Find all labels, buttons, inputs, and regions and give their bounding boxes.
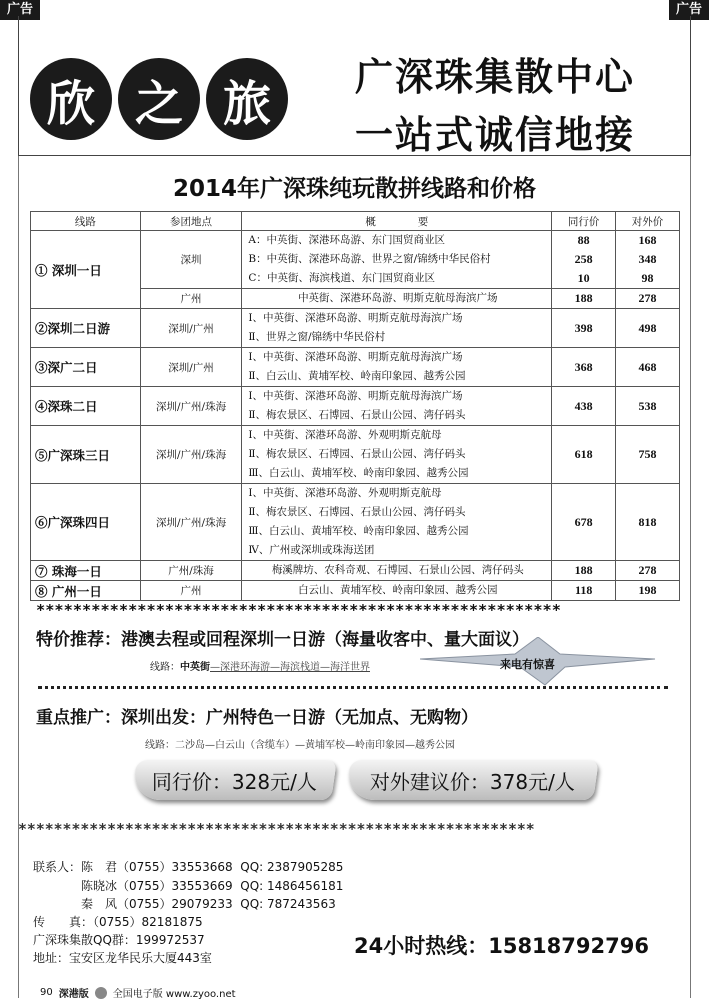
summary-line: 白云山、黄埔军校、岭南印象园、越秀公园: [298, 584, 498, 596]
departure-place: 广州/珠海: [140, 561, 242, 581]
departure-place: 广州: [140, 581, 242, 601]
table-row: [31, 561, 680, 581]
departure-place: 深圳/广州/珠海: [140, 387, 242, 426]
star-divider: *********************************************************: [36, 601, 561, 619]
route-summary: [242, 348, 552, 387]
price-value: 258: [574, 252, 593, 266]
route-name: ① 深圳一日: [31, 231, 141, 309]
peer-price: 398: [552, 309, 616, 348]
peer-price: [552, 231, 616, 289]
summary-line: Ⅱ、白云山、黄埔军校、岭南印象园、越秀公园: [248, 370, 466, 382]
summary-line: Ⅰ、中英街、深港环岛游、外观明斯克航母: [248, 429, 442, 441]
summary-line: B：中英街、深港环岛游、世界之窗/锦绣中华民俗村: [248, 253, 491, 265]
peer-price-banner: [131, 760, 337, 800]
departure-place: 广州: [140, 289, 242, 309]
table-row: [31, 309, 680, 348]
departure-place: 深圳/广州/珠海: [140, 426, 242, 484]
peer-price: 368: [552, 348, 616, 387]
promo-featured-route: 线路：二沙岛—白云山（含缆车）—黄埔军校—岭南印象园—越秀公园: [145, 740, 455, 751]
header-peer-price: 同行价: [552, 212, 616, 231]
departure-place: 深圳/广州: [140, 309, 242, 348]
peer-price: 188: [552, 289, 616, 309]
contact-line: 联系人：陈 君（0755）33553668 QQ: 2387905285: [33, 860, 344, 874]
header-retail-price: 对外价: [616, 212, 680, 231]
peer-price: 678: [552, 484, 616, 561]
table-row: [31, 231, 680, 289]
route-summary: [242, 426, 552, 484]
table-row: [31, 581, 680, 601]
slogan-1: 广深珠集散中心: [355, 55, 636, 99]
route-name: ⑧ 广州一日: [31, 581, 141, 601]
contact-line: 陈晓冰（0755）33553669 QQ: 1486456181: [33, 879, 344, 893]
summary-line: Ⅱ、梅农景区、石博园、石景山公园、湾仔码头: [248, 409, 466, 421]
summary-line: Ⅱ、梅农景区、石博园、石景山公园、湾仔码头: [248, 448, 466, 460]
summary-line: Ⅲ、白云山、黄埔军校、岭南印象园、越秀公园: [248, 525, 469, 537]
retail-price: 198: [616, 581, 680, 601]
route-name: ⑤广深珠三日: [31, 426, 141, 484]
retail-price: 498: [616, 309, 680, 348]
route-name: ⑥广深珠四日: [31, 484, 141, 561]
route-summary: [242, 484, 552, 561]
retail-price: [616, 231, 680, 289]
header-route: 线路: [31, 212, 141, 231]
summary-line: A：中英街、深港环岛游、东门国贸商业区: [248, 234, 445, 246]
retail-price-banner: [345, 760, 599, 800]
summary-line: Ⅲ、白云山、黄埔军校、岭南印象园、越秀公园: [248, 467, 469, 479]
route-prefix: 线路：: [150, 662, 180, 673]
edition-name: 深港版: [58, 989, 89, 1000]
route-name: ④深珠二日: [31, 387, 141, 426]
price-table: [30, 211, 680, 601]
brand-logo: [30, 58, 288, 140]
retail-price: 538: [616, 387, 680, 426]
header-place: 参团地点: [140, 212, 242, 231]
retail-price: 468: [616, 348, 680, 387]
route-summary: [242, 561, 552, 581]
surprise-text: 来电有惊喜: [500, 658, 555, 671]
site-link[interactable]: 全国电子版 www.zyoo.net: [112, 989, 236, 1000]
promo-featured: 重点推广：深圳出发：广州特色一日游（无加点、无购物）: [36, 708, 478, 728]
summary-line: Ⅰ、中英街、深港环岛游、明斯克航母海滨广场: [248, 351, 463, 363]
summary-line: C：中英街、海滨栈道、东门国贸商业区: [248, 272, 435, 284]
retail-price: 818: [616, 484, 680, 561]
fax-line: 传 真：（0755）82181875: [33, 915, 203, 929]
route-name: ③深广二日: [31, 348, 141, 387]
summary-line: 梅溪牌坊、农科奇观、石博园、石景山公园、湾仔码头: [271, 564, 524, 576]
price-value: 10: [577, 271, 590, 285]
price-value: 168: [638, 233, 657, 247]
route-summary: [242, 387, 552, 426]
table-row: [31, 348, 680, 387]
peer-price-text: 同行价：328元/人: [151, 769, 317, 794]
promo-special-route: [150, 658, 370, 673]
qq-group-line: 广深珠集散QQ群：199972537: [33, 933, 205, 947]
peer-price: 188: [552, 561, 616, 581]
summary-line: Ⅱ、梅农景区、石博园、石景山公园、湾仔码头: [248, 506, 466, 518]
route-name: ②深圳二日游: [31, 309, 141, 348]
logo-char: 旅: [206, 58, 288, 140]
dotted-divider: [38, 686, 668, 689]
price-value: 348: [638, 252, 657, 266]
peer-price: 118: [552, 581, 616, 601]
summary-line: 中英街、深港环岛游、明斯克航母海滨广场: [298, 292, 498, 304]
peer-price: 438: [552, 387, 616, 426]
summary-line: Ⅳ、广州或深圳或珠海送团: [248, 544, 375, 556]
peer-price: 618: [552, 426, 616, 484]
route-rest: —深港环海游—海滨栈道—海洋世界: [210, 662, 370, 673]
page-title: 2014年广深珠纯玩散拼线路和价格: [172, 176, 536, 202]
star-divider-2: **********************************************************: [18, 821, 535, 838]
route-highlight: 中英街: [180, 662, 210, 673]
page-number: 90: [40, 987, 53, 998]
ad-tag-left: 广告: [0, 0, 40, 20]
slogan-2: 一站式诚信地接: [355, 113, 636, 157]
departure-place: 深圳/广州: [140, 348, 242, 387]
promo-special: 特价推荐：港澳去程或回程深圳一日游（海量收客中、量大面议）: [36, 630, 529, 650]
summary-line: Ⅱ、世界之窗/锦绣中华民俗村: [248, 331, 386, 343]
route-summary: [242, 309, 552, 348]
logo-char: 之: [118, 58, 200, 140]
page-footer: [40, 985, 236, 1000]
retail-price: 278: [616, 561, 680, 581]
summary-line: Ⅰ、中英街、深港环岛游、明斯克航母海滨广场: [248, 312, 463, 324]
retail-price: 278: [616, 289, 680, 309]
brand-mark-icon: [95, 987, 107, 999]
logo-char: 欣: [30, 58, 112, 140]
summary-line: Ⅰ、中英街、深港环岛游、明斯克航母海滨广场: [248, 390, 463, 402]
hotline: 24小时热线：15818792796: [354, 934, 649, 958]
summary-line: Ⅰ、中英街、深港环岛游、外观明斯克航母: [248, 487, 442, 499]
departure-place: 深圳/广州/珠海: [140, 484, 242, 561]
route-summary: [242, 581, 552, 601]
address-line: 地址：宝安区龙华民乐大厦443室: [33, 951, 212, 965]
price-value: 88: [577, 233, 590, 247]
departure-place: 深圳: [140, 231, 242, 289]
contact-line: 秦 风（0755）29079233 QQ: 787243563: [33, 897, 336, 911]
table-header-row: [31, 212, 680, 231]
route-summary: [242, 231, 552, 289]
route-summary: [242, 289, 552, 309]
ad-tag-right: 广告: [669, 0, 709, 20]
retail-price: 758: [616, 426, 680, 484]
price-value: 98: [641, 271, 654, 285]
table-row: [31, 484, 680, 561]
table-row: [31, 387, 680, 426]
table-row: [31, 426, 680, 484]
header-summary: 概 要: [242, 212, 552, 231]
retail-price-text: 对外建议价：378元/人: [369, 769, 575, 794]
route-name: ⑦ 珠海一日: [31, 561, 141, 581]
